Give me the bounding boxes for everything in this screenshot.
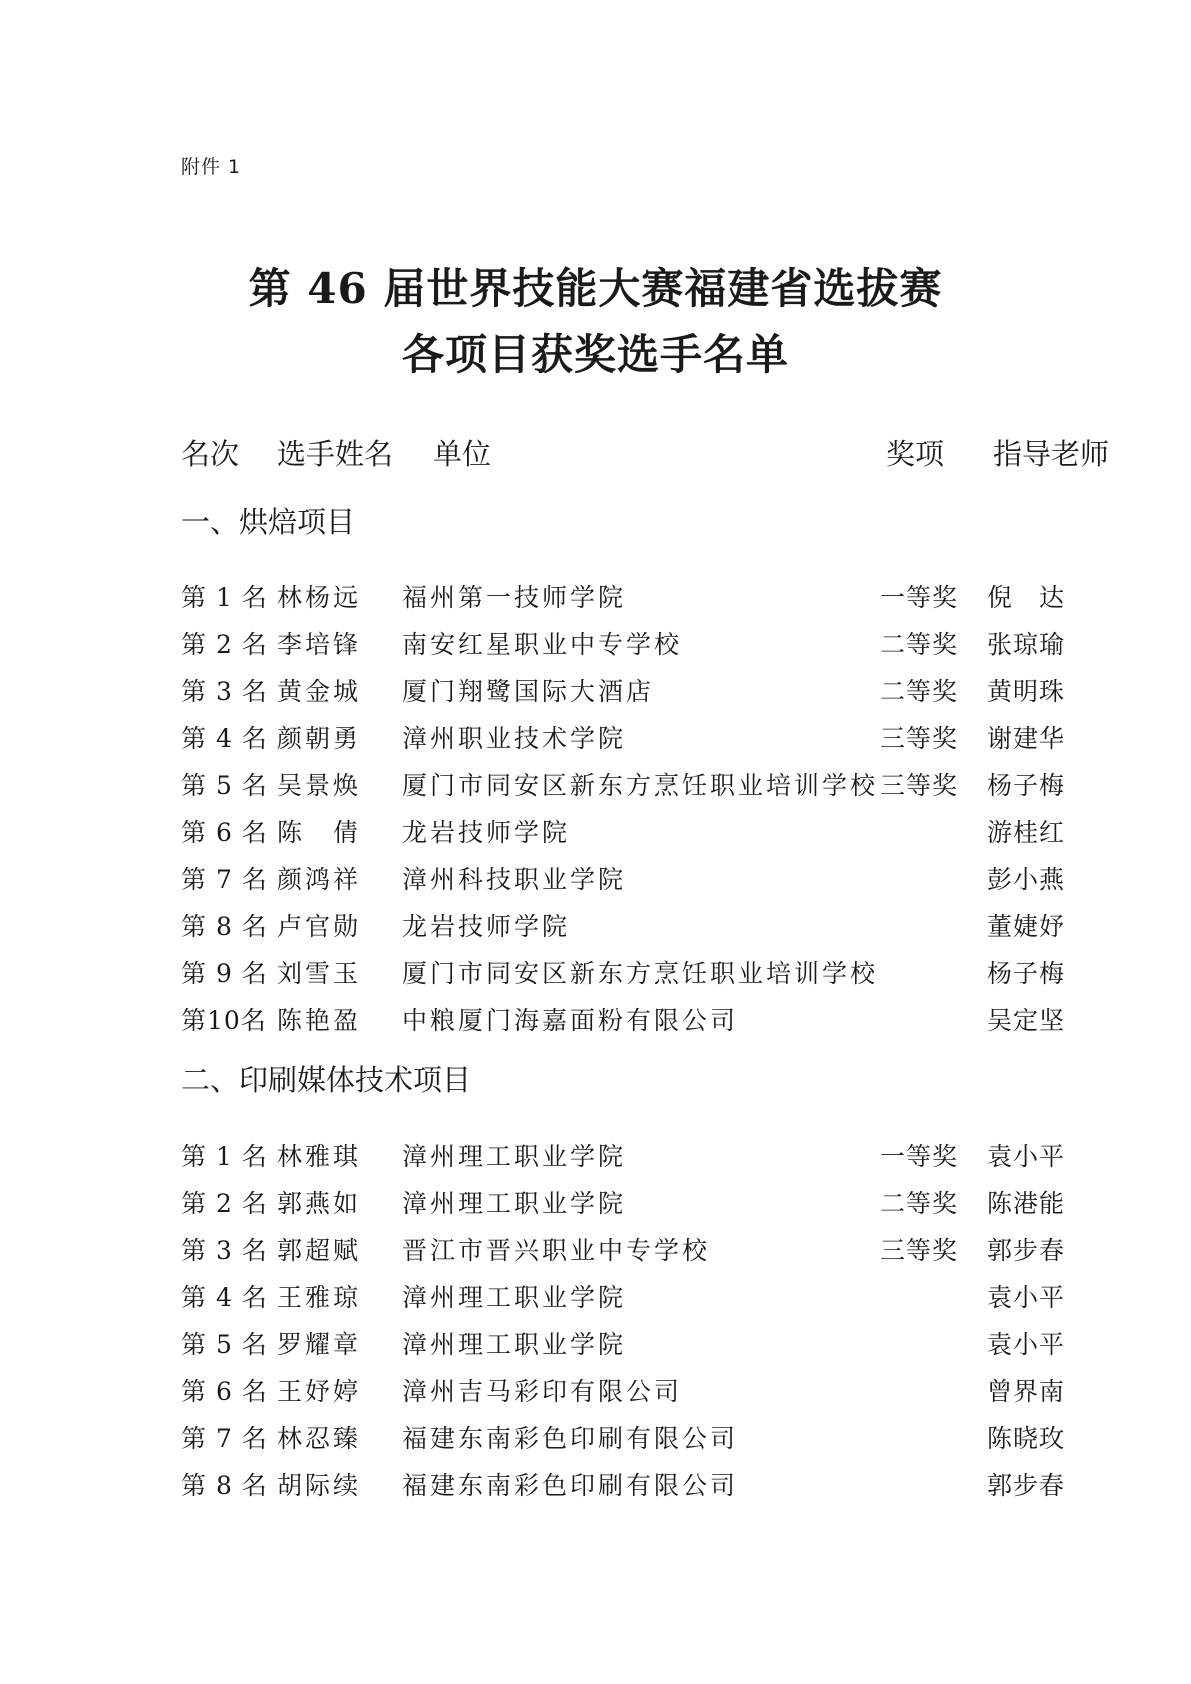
cell-unit: 漳州理工职业学院 (402, 1283, 627, 1312)
cell-teacher: 曾界南 (987, 1377, 1066, 1406)
cell-name: 林杨远 (277, 583, 362, 612)
cell-teacher: 郭步春 (987, 1236, 1066, 1265)
cell-name: 郭超赋 (277, 1236, 362, 1265)
cell-name: 颜鸿祥 (277, 865, 362, 894)
cell-rank: 第 5 名 (181, 1330, 268, 1359)
cell-name: 卢官勋 (277, 912, 362, 941)
cell-unit: 漳州吉马彩印有限公司 (402, 1377, 683, 1406)
table-row (0, 1325, 1191, 1365)
header-award: 奖项 (886, 437, 945, 471)
cell-rank: 第 3 名 (181, 677, 268, 706)
table-row (0, 1231, 1191, 1271)
cell-teacher: 郭步春 (987, 1471, 1066, 1500)
cell-award: 二等奖 (880, 630, 959, 659)
cell-unit: 漳州理工职业学院 (402, 1142, 627, 1171)
table-row (0, 766, 1191, 806)
cell-name: 郭燕如 (277, 1189, 362, 1218)
cell-name: 李培锋 (277, 630, 362, 659)
cell-award: 三等奖 (880, 1236, 959, 1265)
document-title-line2: 各项目获奖选手名单 (401, 330, 789, 379)
table-row (0, 1001, 1191, 1041)
cell-unit: 漳州理工职业学院 (402, 1189, 627, 1218)
cell-name: 罗耀章 (277, 1330, 362, 1359)
cell-rank: 第 1 名 (181, 1142, 268, 1171)
cell-unit: 厦门市同安区新东方烹饪职业培训学校 (402, 771, 879, 800)
document-title-line1: 第 46 届世界技能大赛福建省选拔赛 (248, 264, 943, 313)
attachment-label: 附件 1 (181, 156, 242, 178)
cell-award: 二等奖 (880, 1189, 959, 1218)
table-row (0, 1372, 1191, 1412)
cell-unit: 龙岩技师学院 (402, 818, 571, 847)
cell-rank: 第 8 名 (181, 1471, 268, 1500)
cell-rank: 第 1 名 (181, 583, 268, 612)
cell-rank: 第 5 名 (181, 771, 268, 800)
cell-teacher: 陈晓玫 (987, 1424, 1066, 1453)
section-title-baking: 一、烘焙项目 (181, 505, 356, 539)
cell-name: 陈 倩 (277, 818, 362, 847)
cell-rank: 第 6 名 (181, 1377, 268, 1406)
cell-unit: 漳州职业技术学院 (402, 724, 627, 753)
table-row (0, 813, 1191, 853)
table-row (0, 954, 1191, 994)
cell-unit: 南安红星职业中专学校 (402, 630, 683, 659)
cell-unit: 晋江市晋兴职业中专学校 (402, 1236, 711, 1265)
cell-unit: 厦门市同安区新东方烹饪职业培训学校 (402, 959, 879, 988)
cell-award: 三等奖 (880, 724, 959, 753)
table-row (0, 578, 1191, 618)
cell-rank: 第 7 名 (181, 865, 268, 894)
table-row (0, 1137, 1191, 1177)
cell-name: 林雅琪 (277, 1142, 362, 1171)
header-teacher: 指导老师 (993, 437, 1110, 471)
cell-teacher: 谢建华 (987, 724, 1066, 753)
cell-rank: 第 6 名 (181, 818, 268, 847)
cell-teacher: 袁小平 (987, 1330, 1066, 1359)
cell-teacher: 袁小平 (987, 1142, 1066, 1171)
cell-teacher: 游桂红 (987, 818, 1066, 847)
table-row (0, 860, 1191, 900)
cell-unit: 龙岩技师学院 (402, 912, 571, 941)
cell-rank: 第 7 名 (181, 1424, 268, 1453)
cell-name: 王妤婷 (277, 1377, 362, 1406)
table-row (0, 1419, 1191, 1459)
cell-rank: 第 4 名 (181, 1283, 268, 1312)
cell-teacher: 倪 达 (987, 583, 1066, 612)
table-row (0, 1466, 1191, 1506)
cell-teacher: 彭小燕 (987, 865, 1066, 894)
cell-name: 陈艳盈 (277, 1006, 362, 1035)
cell-rank: 第10名 (181, 1006, 267, 1035)
header-rank: 名次 (181, 437, 240, 471)
cell-teacher: 陈港能 (987, 1189, 1066, 1218)
cell-unit: 漳州科技职业学院 (402, 865, 627, 894)
cell-rank: 第 3 名 (181, 1236, 268, 1265)
cell-name: 林忍臻 (277, 1424, 362, 1453)
table-row (0, 625, 1191, 665)
cell-teacher: 张琼瑜 (987, 630, 1066, 659)
cell-unit: 福建东南彩色印刷有限公司 (402, 1424, 739, 1453)
cell-rank: 第 8 名 (181, 912, 268, 941)
cell-teacher: 袁小平 (987, 1283, 1066, 1312)
cell-teacher: 董婕妤 (987, 912, 1066, 941)
cell-name: 胡际续 (277, 1471, 362, 1500)
cell-rank: 第 9 名 (181, 959, 268, 988)
header-name: 选手姓名 (277, 437, 394, 471)
cell-unit: 漳州理工职业学院 (402, 1330, 627, 1359)
cell-teacher: 杨子梅 (987, 959, 1066, 988)
cell-rank: 第 4 名 (181, 724, 268, 753)
cell-rank: 第 2 名 (181, 1189, 268, 1218)
table-row (0, 1278, 1191, 1318)
cell-name: 王雅琼 (277, 1283, 362, 1312)
cell-name: 黄金城 (277, 677, 362, 706)
cell-name: 刘雪玉 (277, 959, 362, 988)
cell-name: 颜朝勇 (277, 724, 362, 753)
cell-unit: 福建东南彩色印刷有限公司 (402, 1471, 739, 1500)
cell-teacher: 黄明珠 (987, 677, 1066, 706)
table-row (0, 672, 1191, 712)
cell-award: 一等奖 (880, 1142, 959, 1171)
table-row (0, 1184, 1191, 1224)
cell-unit: 中粮厦门海嘉面粉有限公司 (402, 1006, 739, 1035)
header-unit: 单位 (433, 437, 492, 471)
section-title-print-media: 二、印刷媒体技术项目 (181, 1063, 472, 1097)
cell-unit: 厦门翔鹭国际大酒店 (402, 677, 655, 706)
cell-award: 二等奖 (880, 677, 959, 706)
cell-unit: 福州第一技师学院 (402, 583, 627, 612)
cell-name: 吴景焕 (277, 771, 362, 800)
cell-teacher: 杨子梅 (987, 771, 1066, 800)
cell-award: 三等奖 (880, 771, 959, 800)
table-row (0, 907, 1191, 947)
cell-award: 一等奖 (880, 583, 959, 612)
table-row (0, 719, 1191, 759)
cell-rank: 第 2 名 (181, 630, 268, 659)
cell-teacher: 吴定坚 (987, 1006, 1066, 1035)
